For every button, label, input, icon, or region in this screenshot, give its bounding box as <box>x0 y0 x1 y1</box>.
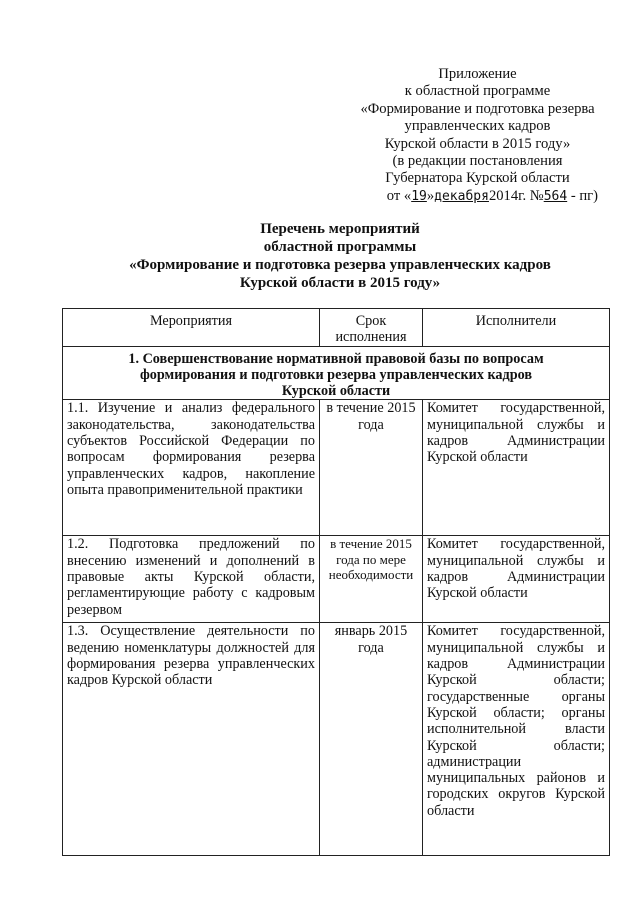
document-title <box>60 220 620 292</box>
term-cell: в течение 2015 года <box>320 400 423 536</box>
date-mid: » <box>426 187 435 204</box>
executors-cell: Комитет государственной, муниципальной службы и кадров Администрации Курской области <box>423 536 610 623</box>
header-executors: Исполнители <box>423 309 610 347</box>
header-activities: Мероприятия <box>63 309 320 347</box>
section-heading-line: Курской области <box>281 383 391 400</box>
number-prefix: г. № <box>518 187 544 204</box>
annex-line: управленческих кадров <box>404 118 551 135</box>
decree-month: декабря <box>434 188 489 204</box>
annex-line: Приложение <box>438 66 517 82</box>
activity-cell: 1.1. Изучение и анализ федерального законодательства, законодательства субъектов Российской Федерации по вопросам формирования резерва управленческих кадров, накопление опыта правоприменительной практики <box>63 400 320 536</box>
table-row <box>63 400 610 536</box>
decree-year: 2014 <box>488 187 519 204</box>
number-suffix: - пг) <box>567 187 598 204</box>
title-line: Курской области в 2015 году» <box>239 275 441 291</box>
section-heading <box>63 346 610 400</box>
executors-cell: Комитет государственной, муниципальной службы и кадров Администрации Курской области; государственные органы Курской области; органы исполнительной власти Курской области; администрации муниципальных районов и городских округов Курской области <box>423 623 610 856</box>
annex-line: Курской области в 2015 году» <box>384 135 571 152</box>
table-row <box>63 623 610 856</box>
section-heading-line: 1. Совершенствование нормативной правовой базы по вопросам <box>128 350 544 367</box>
table-row <box>63 536 610 623</box>
date-prefix: от « <box>386 187 412 204</box>
header-term: Срок исполнения <box>320 309 423 347</box>
title-line: «Формирование и подготовка резерва управленческих кадров <box>129 257 551 273</box>
executors-cell: Комитет государственной, муниципальной службы и кадров Администрации Курской области <box>423 400 610 536</box>
activities-table <box>62 308 610 856</box>
annex-line: Губернатора Курской области <box>385 170 570 187</box>
decree-day: 19 <box>411 188 427 204</box>
term-cell: январь 2015 года <box>320 623 423 856</box>
section-heading-line: формирования и подготовки резерва управленческих кадров <box>139 366 533 383</box>
annex-line: к областной программе <box>404 83 551 100</box>
activity-cell: 1.2. Подготовка предложений по внесению изменений и дополнений в правовые акты Курской области, регламентирующие работу с кадровым резервом <box>63 536 320 623</box>
term-cell: в течение 2015 года по мере необходимости <box>320 536 423 623</box>
annex-block <box>340 66 615 205</box>
decree-number: 564 <box>543 188 568 204</box>
decree-date-line <box>340 188 615 205</box>
annex-line: (в редакции постановления <box>392 153 563 170</box>
section-row <box>63 346 610 400</box>
annex-line: «Формирование и подготовка резерва <box>360 100 595 117</box>
activity-cell: 1.3. Осуществление деятельности по ведению номенклатуры должностей для формирования резерва управленческих кадров Курской области <box>63 623 320 856</box>
title-line: областной программы <box>263 239 417 255</box>
table-header-row <box>63 309 610 347</box>
title-line: Перечень мероприятий <box>260 221 420 237</box>
